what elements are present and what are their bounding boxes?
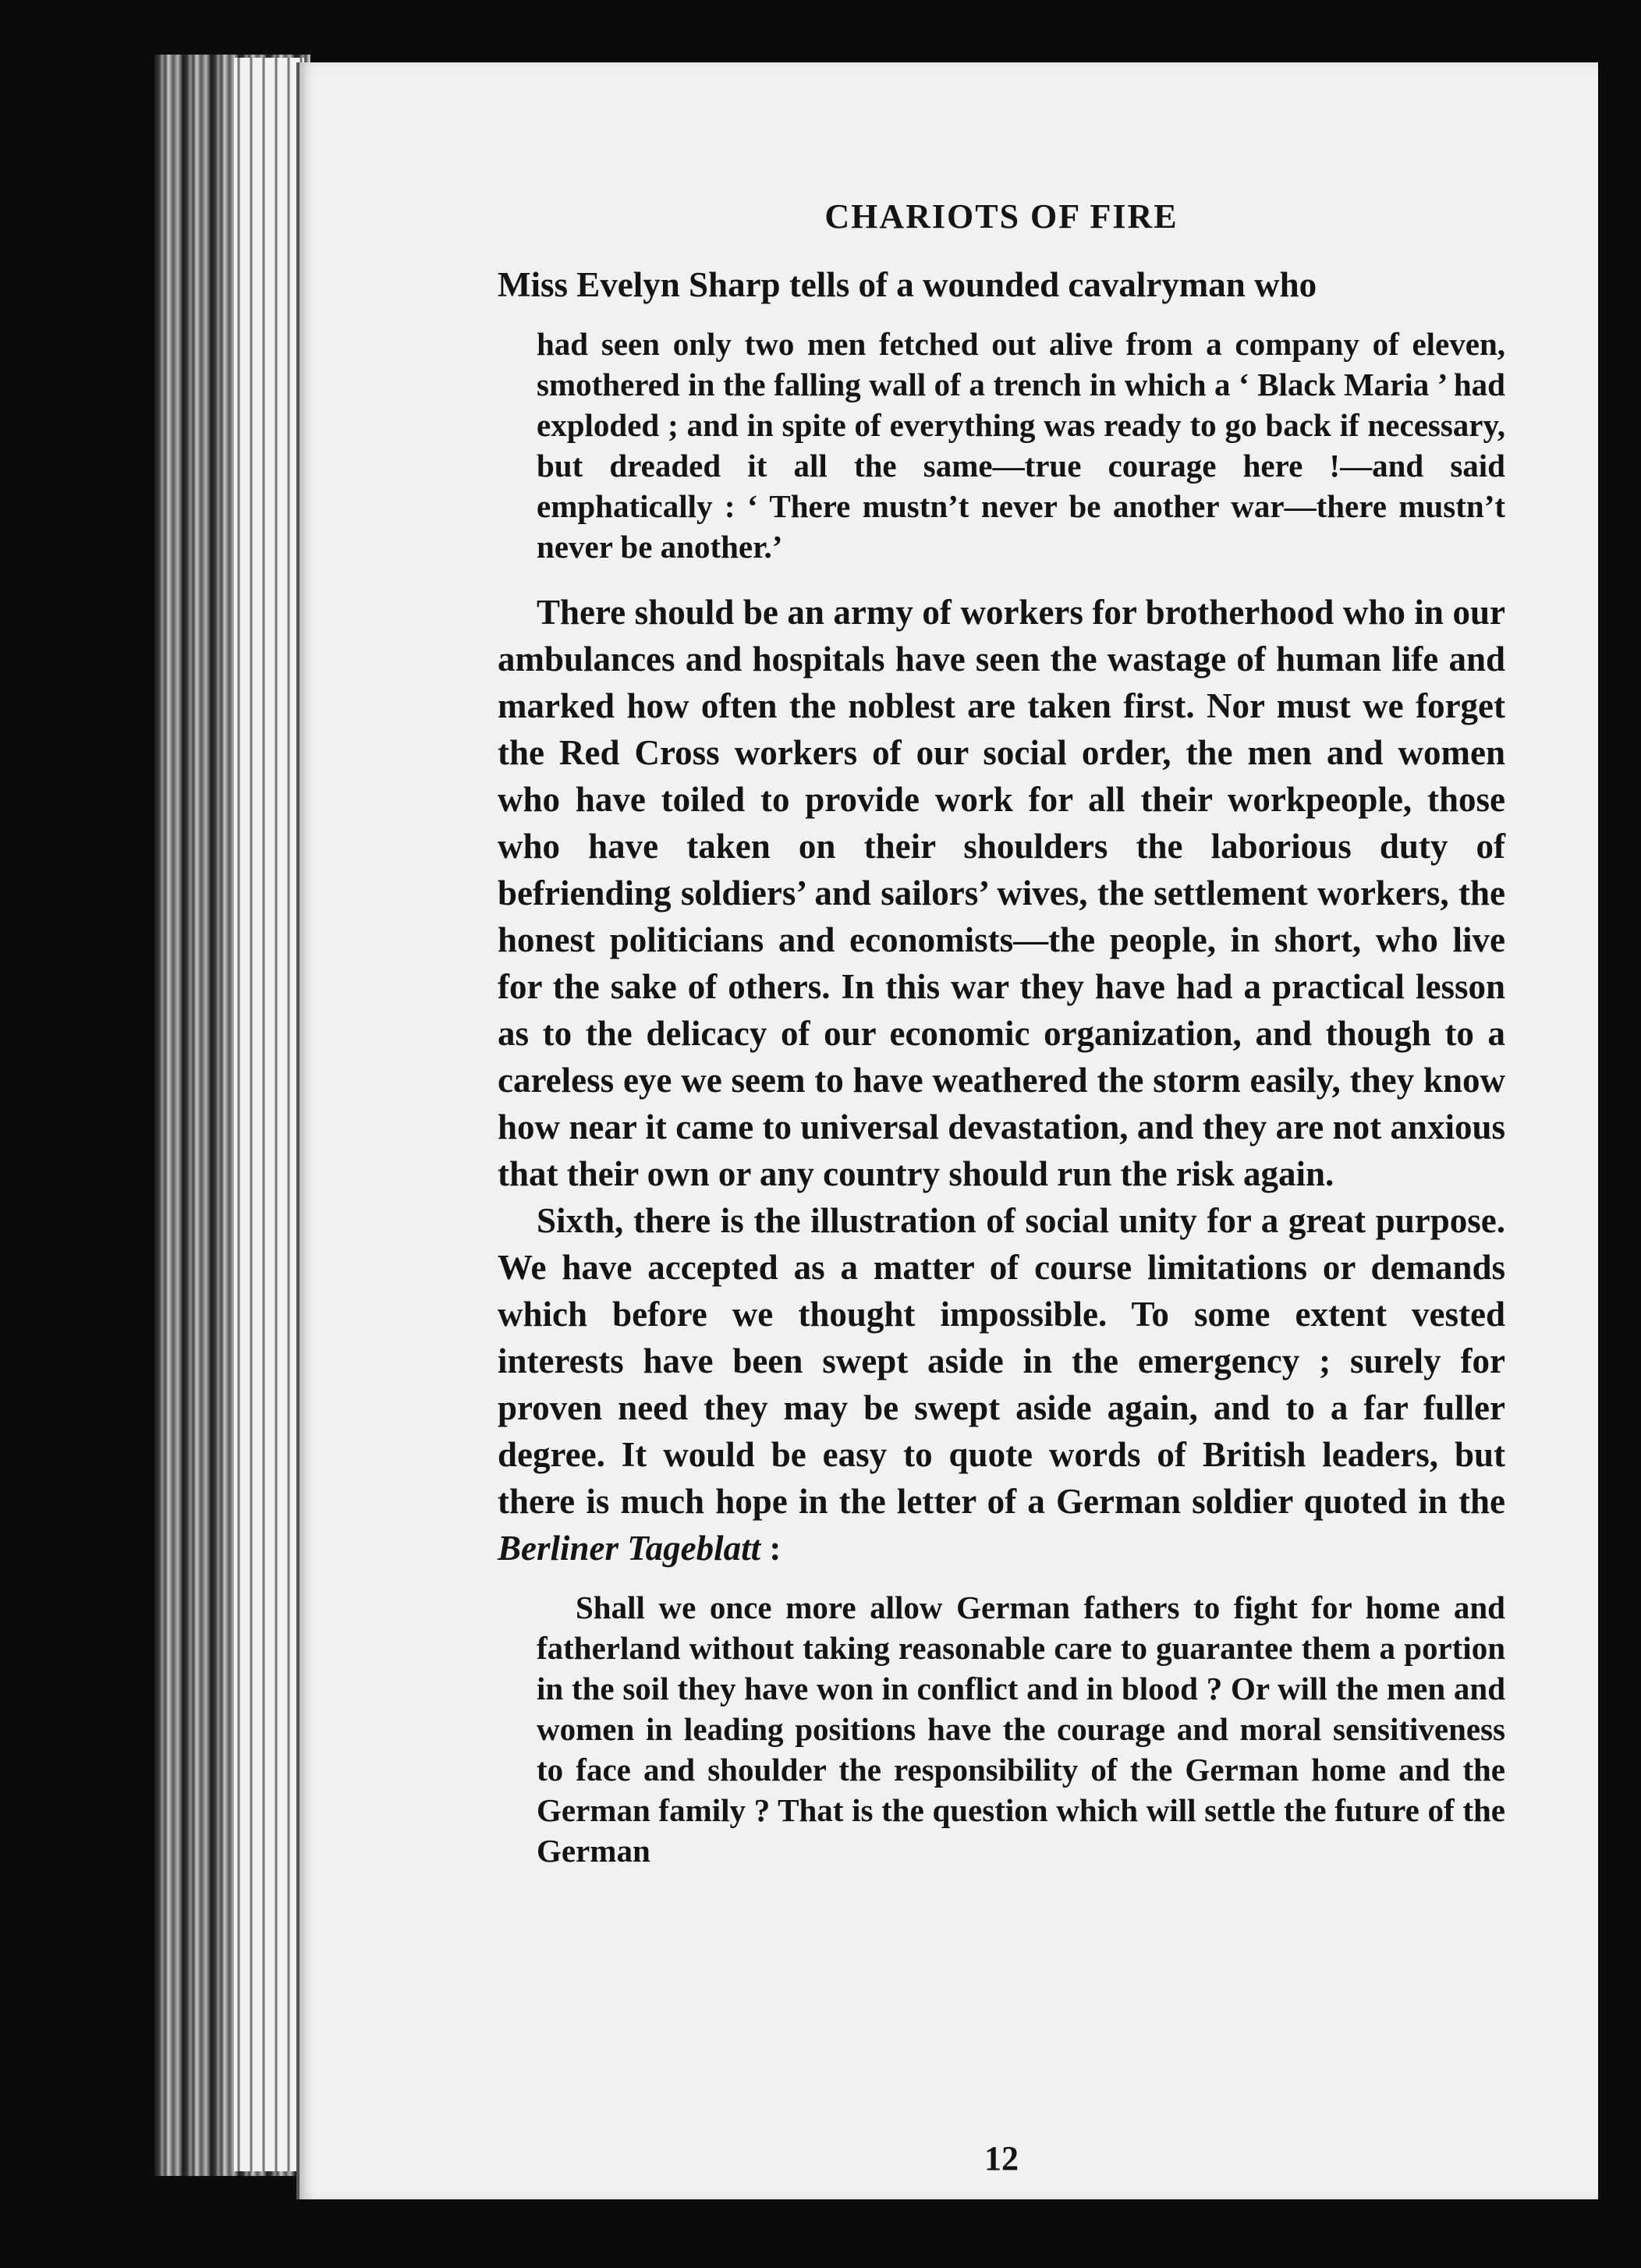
block-quote-german-soldier: Shall we once more allow German fathers to fight for home and fatherland without taking reasonable care to guarantee them a portion in the soil they have won in conflict and in blood ? Or will the men and women in leading positions have the courage and moral sensitiveness to face and shoulder the responsibility of the German home and the German family ? That is the question which will settle the future of the German (537, 1589, 1505, 1869)
paragraph-social-unity-text: Sixth, there is the illustration of social unity for a great purpose. We have accepted as a matter of course limitations or demands which before we thought impossible. To some extent vested interests have been swept aside in the emergency ; surely for proven need they may be swept aside again, and to a far fuller degree. It would be easy to quote words of British leaders, but there is much hope in the letter of a German soldier quoted in the (498, 1200, 1505, 1521)
paragraph-social-unity-end: : (760, 1528, 782, 1568)
block-quote-cavalryman: had seen only two men fetched out alive from a company of eleven, smothered in the falling wall of a trench in which a ‘ Black Maria ’ had exploded ; and in spite of everything was ready to go back if necessary, but dreaded it all the same—true courage here !—and said emphatically : ‘ There mustn’t never be another war—there mustn’t never be another.’ (537, 325, 1505, 565)
book-page (296, 62, 1598, 2199)
book-page-edge-lines (234, 58, 304, 2171)
paragraph-workers-for-brotherhood: There should be an army of workers for brotherhood who in our ambulances and hospitals have seen the wastage of human life and marked how often the noblest are taken first. Nor must we forget the Red Cross workers of our social order, the men and women who have toiled to provide work for all their workpeople, those who have taken on their shoulders the laborious duty of befriending soldiers’ and sailors’ wives, the settlement workers, the honest politicians and economists—the people, in short, who live for the sake of others. In this war they have had a practical lesson as to the delicacy of our economic organization, and though to a careless eye we seem to have weathered the storm easily, they know how near it came to universal devastation, and they are not anxious that their own or any country should run the risk again. (498, 592, 1505, 1193)
intro-line: Miss Evelyn Sharp tells of a wounded cavalryman who (498, 264, 1317, 304)
newspaper-title: Berliner Tageblatt (498, 1528, 761, 1568)
page-text-block (498, 197, 1505, 2178)
running-header: CHARIOTS OF FIRE (824, 197, 1178, 236)
paragraph-social-unity (498, 1197, 1505, 1572)
page-number: 12 (984, 2139, 1019, 2178)
